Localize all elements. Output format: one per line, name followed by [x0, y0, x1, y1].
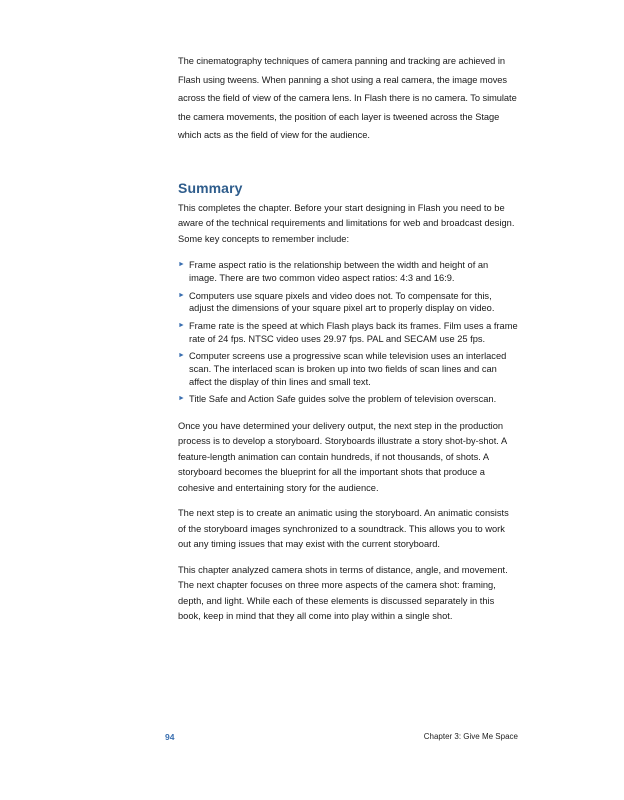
body-paragraph-camera-shots: This chapter analyzed camera shots in terms of distance, angle, and movement. The next chapter focuses on three more aspects of the camera shot: framing, depth, and light. While each of these elements is discussed separately in this book, keep in mind that they all come into play within a single shot. — [178, 564, 508, 622]
list-item-text: Title Safe and Action Safe guides solve the problem of television overscan. — [189, 394, 497, 405]
list-item — [178, 290, 518, 315]
triangle-bullet-icon: ► — [178, 352, 185, 360]
list-item-text: Frame rate is the speed at which Flash plays back its frames. Film uses a frame rate of 24 fps. NTSC video uses 29.97 fps. PAL and SECAM use 25 fps. — [189, 321, 518, 344]
triangle-bullet-icon: ► — [178, 291, 185, 299]
page-footer — [165, 732, 518, 746]
triangle-bullet-icon: ► — [178, 395, 185, 403]
body-paragraph-storyboard: Once you have determined your delivery output, the next step in the production process is to develop a storyboard. Storyboards illustrate a story shot-by-shot. A feature-length animation can contain hundreds, if not thousands, of shots. A storyboard becomes the blueprint for all the important shots that produce a cohesive and entertaining story for the audience. — [178, 420, 507, 493]
page-content — [178, 52, 518, 625]
triangle-bullet-icon: ► — [178, 261, 185, 269]
list-item-text: Computer screens use a progressive scan while television uses an interlaced scan. The interlaced scan is broken up into two fields of scan lines and can affect the display of thin lines and small text. — [189, 351, 507, 387]
page-number: 94 — [165, 732, 175, 742]
list-item — [178, 320, 518, 345]
summary-heading: Summary — [178, 179, 243, 196]
triangle-bullet-icon: ► — [178, 322, 185, 330]
chapter-title: Chapter 3: Give Me Space — [423, 732, 518, 741]
body-paragraph-animatic: The next step is to create an animatic using the storyboard. An animatic consists of the storyboard images synchronized to a soundtrack. This allows you to work out any timing issues that may exist with the current storyboard. — [178, 508, 509, 550]
intro-paragraph: The cinematography techniques of camera panning and tracking are achieved in Flash using tweens. When panning a shot using a real camera, the image moves across the field of view of the camera lens. In Flash there is no camera. To simulate the camera movements, the position of each layer is tweened across the Stage which acts as the field of view for the audience. — [178, 56, 517, 141]
summary-intro-paragraph: This completes the chapter. Before your start designing in Flash you need to be aware of the technical requirements and limitations for web and broadcast design. Some key concepts to remember include: — [178, 202, 515, 244]
list-item — [178, 393, 518, 406]
key-concepts-list — [178, 259, 518, 405]
list-item-text: Computers use square pixels and video does not. To compensate for this, adjust the dimensions of your square pixel art to properly display on video. — [189, 290, 495, 314]
list-item-text: Frame aspect ratio is the relationship between the width and height of an image. There are two common video aspect ratios: 4:3 and 16:9. — [189, 260, 489, 284]
list-item — [178, 259, 518, 284]
list-item — [178, 350, 518, 388]
